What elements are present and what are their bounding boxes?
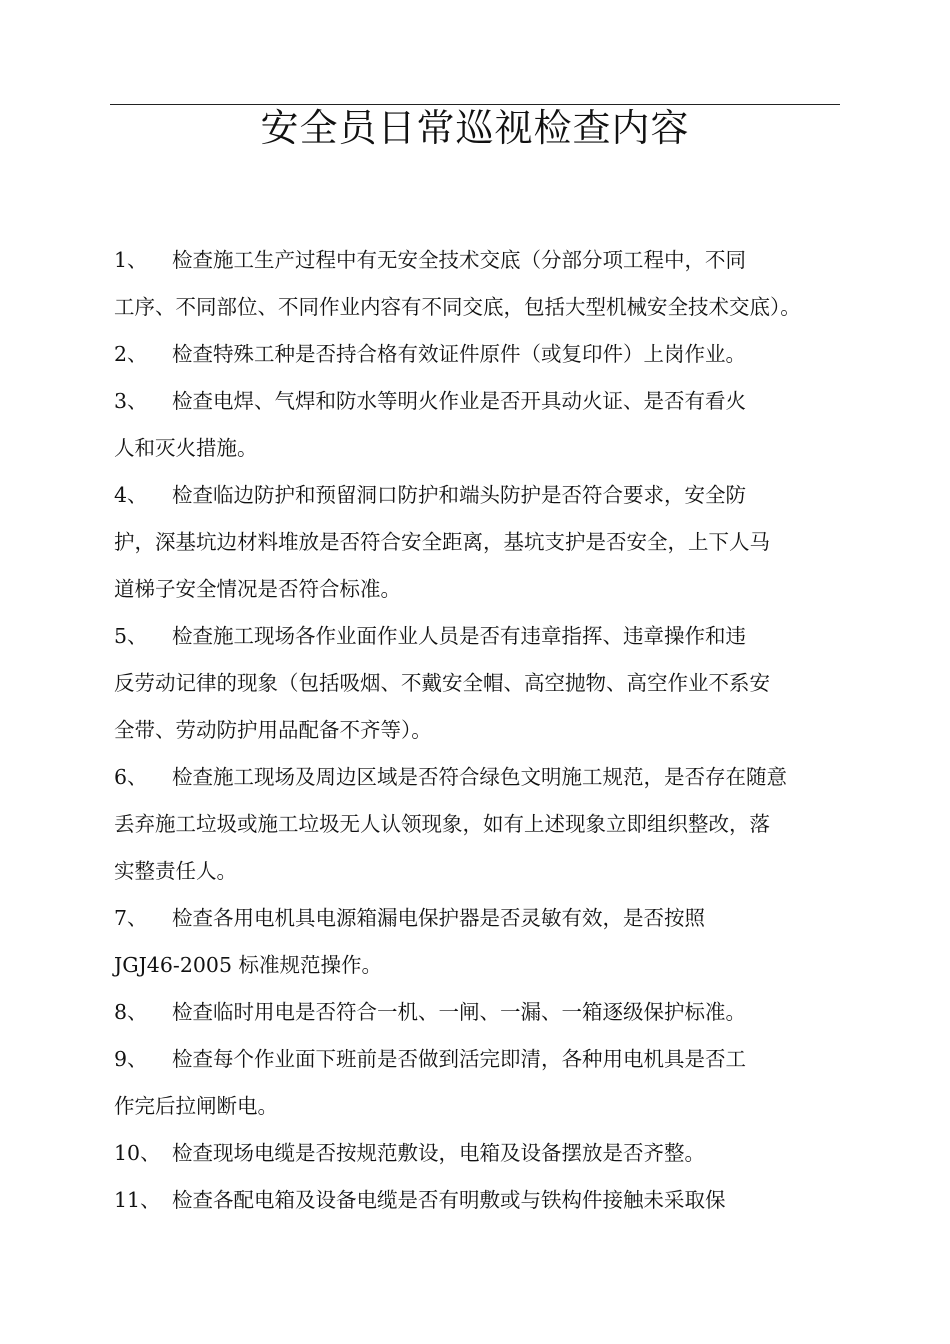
item-number: 5、 (114, 624, 148, 648)
item-line (114, 566, 844, 613)
checklist-item (114, 895, 844, 989)
item-number: 8、 (114, 1000, 148, 1024)
item-text: JGJ46-2005 标准规范操作。 (114, 953, 383, 977)
item-number: 9、 (114, 1047, 148, 1071)
checklist-item (114, 378, 844, 472)
item-text: 丢弃施工垃圾或施工垃圾无人认领现象，如有上述现象立即组织整改，落 (114, 812, 770, 836)
item-number: 3、 (114, 389, 148, 413)
item-line (114, 1083, 844, 1130)
item-number: 1、 (114, 248, 148, 272)
item-number: 11、 (114, 1188, 161, 1212)
item-line (114, 660, 844, 707)
header-rule (110, 104, 840, 105)
item-line (114, 378, 844, 425)
checklist-item (114, 331, 844, 378)
item-number: 2、 (114, 342, 148, 366)
item-line (114, 989, 844, 1036)
item-text: 检查各配电箱及设备电缆是否有明敷或与铁构件接触未采取保 (172, 1188, 726, 1212)
item-line (114, 707, 844, 754)
item-line (114, 331, 844, 378)
item-line (114, 519, 844, 566)
item-text: 道梯子安全情况是否符合标准。 (114, 577, 401, 601)
item-text: 人和灭火措施。 (114, 436, 258, 460)
checklist-item (114, 1036, 844, 1130)
item-text: 检查施工生产过程中有无安全技术交底（分部分项工程中，不同 (172, 248, 746, 272)
item-line (114, 472, 844, 519)
item-line (114, 1130, 844, 1177)
item-number: 4、 (114, 483, 148, 507)
item-text: 检查各用电机具电源箱漏电保护器是否灵敏有效，是否按照 (172, 906, 705, 930)
item-text: 实整责任人。 (114, 859, 237, 883)
item-line (114, 284, 844, 331)
item-text: 全带、劳动防护用品配备不齐等）。 (114, 718, 432, 742)
item-text: 检查临边防护和预留洞口防护和端头防护是否符合要求，安全防 (172, 483, 746, 507)
item-text: 检查电焊、气焊和防水等明火作业是否开具动火证、是否有看火 (172, 389, 746, 413)
item-text: 作完后拉闸断电。 (114, 1094, 278, 1118)
item-line (114, 754, 844, 801)
item-line (114, 1177, 844, 1224)
item-line (114, 237, 844, 284)
checklist-item (114, 472, 844, 613)
item-text: 检查现场电缆是否按规范敷设，电箱及设备摆放是否齐整。 (172, 1141, 705, 1165)
item-text: 检查特殊工种是否持合格有效证件原件（或复印件）上岗作业。 (172, 342, 746, 366)
item-text: 检查施工现场各作业面作业人员是否有违章指挥、违章操作和违 (172, 624, 746, 648)
item-text: 检查每个作业面下班前是否做到活完即清，各种用电机具是否工 (172, 1047, 746, 1071)
item-line (114, 942, 844, 989)
item-line (114, 1036, 844, 1083)
item-text: 工序、不同部位、不同作业内容有不同交底，包括大型机械安全技术交底）。 (114, 295, 801, 319)
checklist-item (114, 1177, 844, 1224)
item-text: 反劳动记律的现象（包括吸烟、不戴安全帽、高空抛物、高空作业不系安 (114, 671, 770, 695)
item-text: 检查临时用电是否符合一机、一闸、一漏、一箱逐级保护标准。 (172, 1000, 746, 1024)
item-line (114, 848, 844, 895)
checklist-item (114, 754, 844, 895)
item-line (114, 895, 844, 942)
item-number: 7、 (114, 906, 148, 930)
item-number: 10、 (114, 1141, 161, 1165)
page-title: 安全员日常巡视检查内容 (260, 106, 690, 150)
item-text: 护，深基坑边材料堆放是否符合安全距离，基坑支护是否安全，上下人马 (114, 530, 770, 554)
checklist-item (114, 989, 844, 1036)
item-line (114, 425, 844, 472)
item-line (114, 613, 844, 660)
item-text: 检查施工现场及周边区域是否符合绿色文明施工规范，是否存在随意 (172, 765, 787, 789)
item-number: 6、 (114, 765, 148, 789)
checklist (114, 237, 844, 1224)
checklist-item (114, 237, 844, 331)
item-line (114, 801, 844, 848)
checklist-item (114, 613, 844, 754)
checklist-item (114, 1130, 844, 1177)
